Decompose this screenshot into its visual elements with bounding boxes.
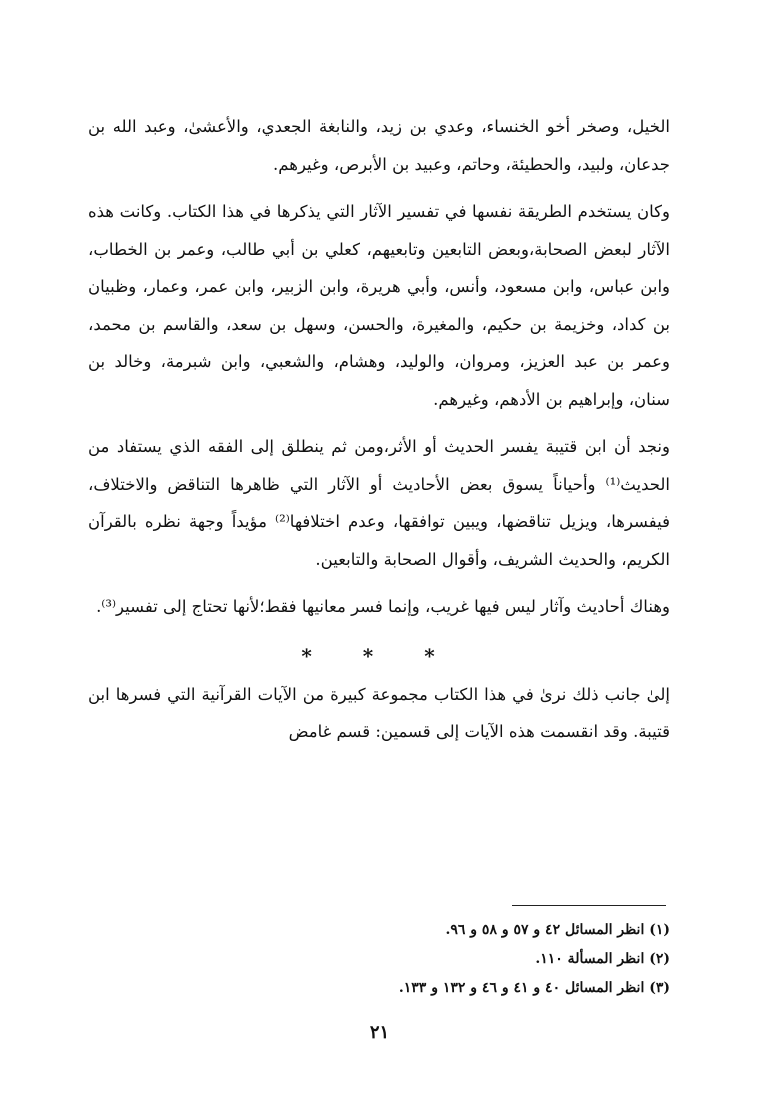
section-separator: * * * (301, 643, 457, 668)
main-text (88, 108, 670, 751)
paragraph-athar: وكان يستخدم الطريقة نفسها في تفسير الآثار التي يذكرها في هذا الكتاب. وكانت هذه الآثار لبعض الصحابة،وبعض التابعين وتابعيهم، كعلي بن أبي طالب، وعمر بن الخطاب، وابن عباس، وابن مسعود، وأنس، وأبي هريرة، وابن الزبير، وابن عمر، وعمار، وظبيان بن كداد، وخزيمة بن حكيم، والمغيرة، والحسن، وسهل بن سعد، والقاسم بن محمد، وعمر بن عبد العزيز، ومروان، والوليد، وهشام، والشعبي، وابن شبرمة، وخالد بن سنان، وإبراهيم بن الأدهم، وغيرهم. (88, 202, 670, 409)
paragraph-meanings: وهناك أحاديث وآثار ليس فيها غريب، وإنما فسر معانيها فقط؛لأنها تحتاج إلى تفسير⁽³⁾. (96, 597, 670, 616)
footnote-1: (١) انظر المسائل ٤٢ و ٥٧ و ٥٨ و ٩٦. (445, 922, 670, 938)
footnote-divider (512, 905, 666, 906)
page-number: ٢١ (369, 1022, 390, 1043)
footnote-3: (٣) انظر المسائل ٤٠ و ٤١ و ٤٦ و ١٣٢ و ١٣٣. (398, 980, 670, 996)
paragraph-poets: الخيل، وصخر أخو الخنساء، وعدي بن زيد، والنابغة الجعدي، والأعشىٰ، وعبد الله بن جدعان، ولبيد، والحطيئة، وحاتم، وعبيد بن الأبرص، وغيرهم. (88, 117, 670, 174)
paragraph-fiqh: ونجد أن ابن قتيبة يفسر الحديث أو الأثر،ومن ثم ينطلق إلى الفقه الذي يستفاد من الحديث⁽¹⁾ وأحياناً يسوق بعض الأحاديث أو الآثار التي ظاهرها التناقض والاختلاف، فيفسرها، ويزيل تناقضها، ويبين توافقها، وعدم اختلافها⁽²⁾ مؤيداً وجهة نظره بالقرآن الكريم، والحديث الشريف، وأقوال الصحابة والتابعين. (88, 437, 670, 569)
footnotes (88, 916, 670, 1003)
paragraph-quran-verses: إلىٰ جانب ذلك نرىٰ في هذا الكتاب مجموعة كبيرة من الآيات القرآنية التي فسرها ابن قتيبة. وقد انقسمت هذه الآيات إلى قسمين: قسم غامض (88, 684, 670, 741)
footnote-2: (٢) انظر المسألة ١١٠. (535, 951, 670, 967)
